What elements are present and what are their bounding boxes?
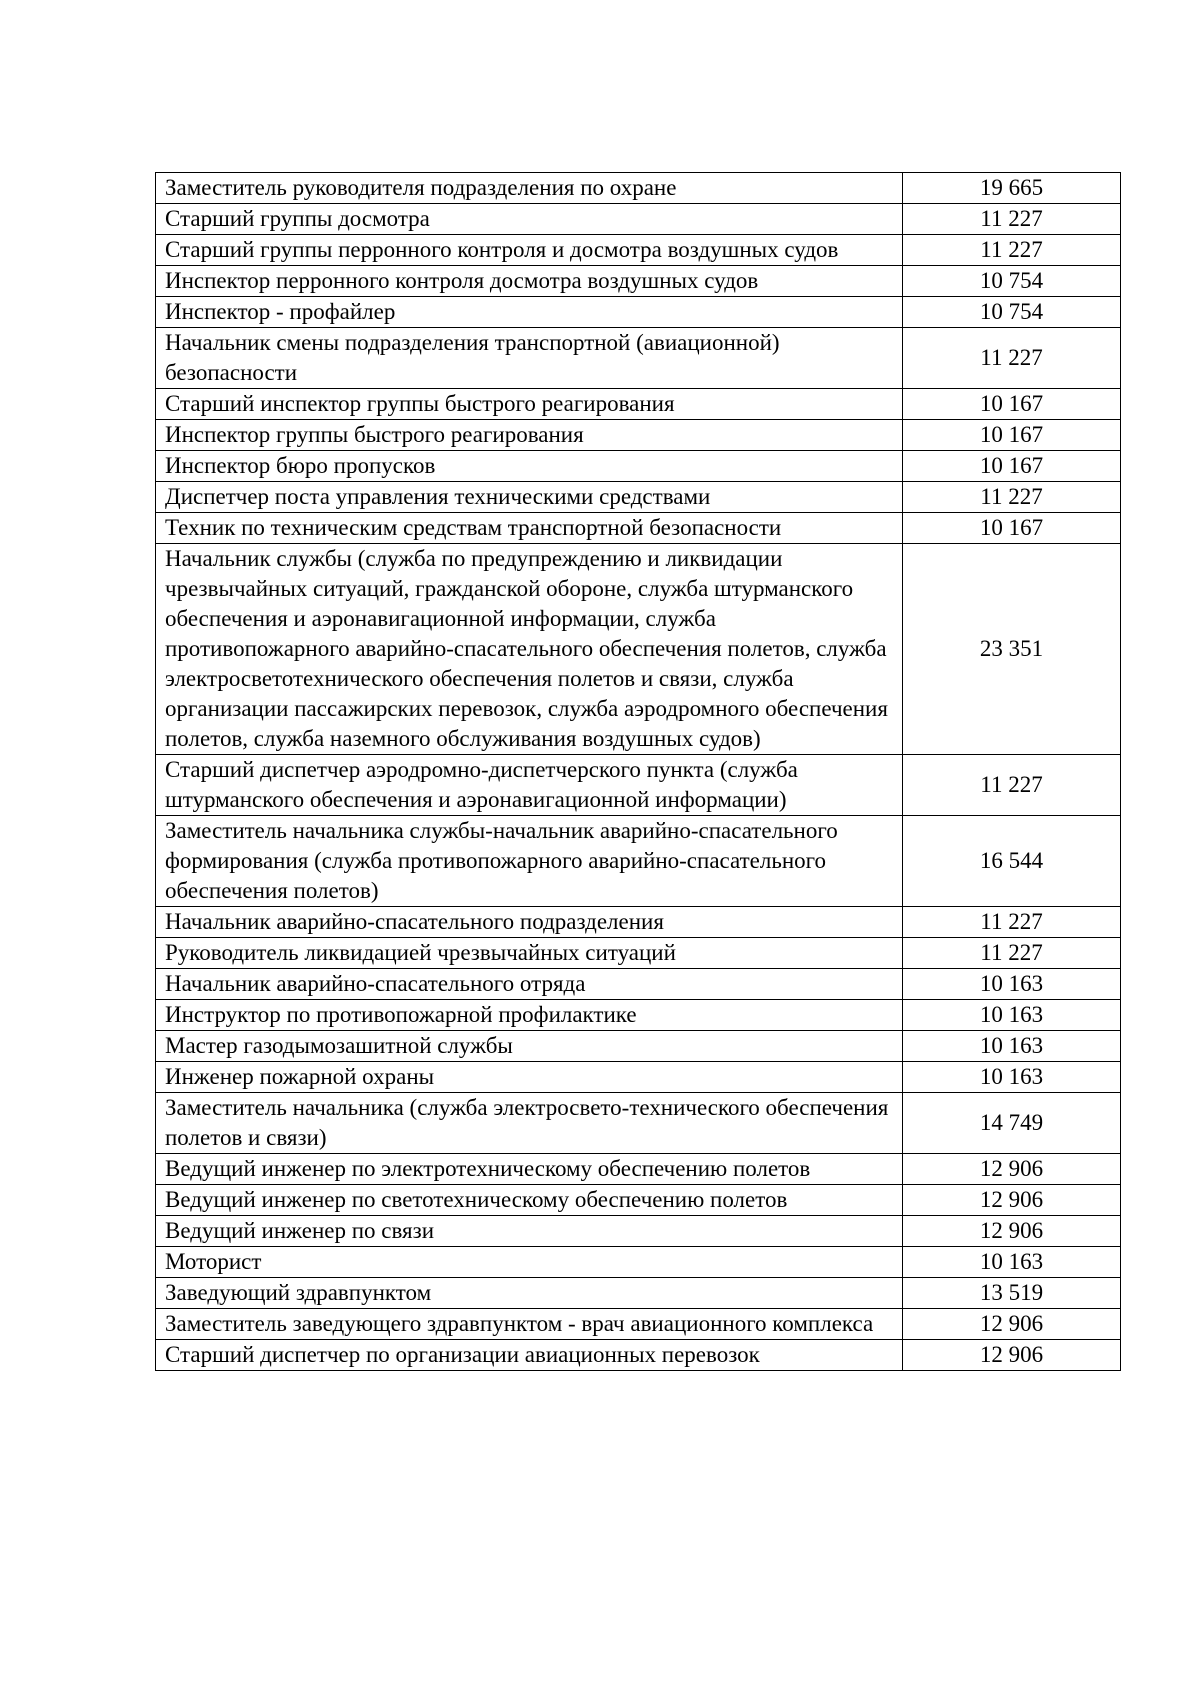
table-row xyxy=(156,907,1121,938)
table-row xyxy=(156,1154,1121,1185)
position-cell: Инспектор бюро пропусков xyxy=(156,451,903,482)
position-cell: Инспектор перронного контроля досмотра воздушных судов xyxy=(156,266,903,297)
position-cell: Старший диспетчер по организации авиационных перевозок xyxy=(156,1340,903,1371)
position-cell: Старший инспектор группы быстрого реагирования xyxy=(156,389,903,420)
position-cell: Инженер пожарной охраны xyxy=(156,1062,903,1093)
position-cell: Ведущий инженер по электротехническому обеспечению полетов xyxy=(156,1154,903,1185)
table-row xyxy=(156,482,1121,513)
salary-table-body xyxy=(156,173,1121,1371)
table-row xyxy=(156,544,1121,755)
amount-cell: 12 906 xyxy=(903,1185,1121,1216)
position-cell: Начальник службы (служба по предупреждению и ликвидации чрезвычайных ситуаций, гражданской обороне, служба штурманского обеспечения и аэронавигационной информации, служба противопожарного аварийно-спасательного обеспечения полетов, служба электросветотехнического обеспечения полетов и связи, служба организации пассажирских перевозок, служба аэродромного обеспечения полетов, служба наземного обслуживания воздушных судов) xyxy=(156,544,903,755)
table-row xyxy=(156,755,1121,816)
table-row xyxy=(156,1309,1121,1340)
position-cell: Инспектор - профайлер xyxy=(156,297,903,328)
position-cell: Начальник аварийно-спасательного отряда xyxy=(156,969,903,1000)
position-cell: Мастер газодымозашитной службы xyxy=(156,1031,903,1062)
amount-cell: 10 167 xyxy=(903,451,1121,482)
amount-cell: 16 544 xyxy=(903,816,1121,907)
position-cell: Техник по техническим средствам транспортной безопасности xyxy=(156,513,903,544)
salary-table xyxy=(155,172,1121,1371)
amount-cell: 11 227 xyxy=(903,907,1121,938)
amount-cell: 14 749 xyxy=(903,1093,1121,1154)
table-row xyxy=(156,389,1121,420)
position-cell: Заместитель начальника службы-начальник аварийно-спасательного формирования (служба противопожарного аварийно-спасательного обеспечения полетов) xyxy=(156,816,903,907)
amount-cell: 11 227 xyxy=(903,235,1121,266)
table-row xyxy=(156,1093,1121,1154)
table-row xyxy=(156,1000,1121,1031)
table-row xyxy=(156,513,1121,544)
position-cell: Моторист xyxy=(156,1247,903,1278)
table-row xyxy=(156,328,1121,389)
table-row xyxy=(156,451,1121,482)
position-cell: Заместитель начальника (служба электросвето-технического обеспечения полетов и связи) xyxy=(156,1093,903,1154)
table-row xyxy=(156,816,1121,907)
position-cell: Старший группы досмотра xyxy=(156,204,903,235)
amount-cell: 12 906 xyxy=(903,1309,1121,1340)
table-row xyxy=(156,420,1121,451)
amount-cell: 10 167 xyxy=(903,389,1121,420)
position-cell: Ведущий инженер по связи xyxy=(156,1216,903,1247)
amount-cell: 11 227 xyxy=(903,482,1121,513)
amount-cell: 11 227 xyxy=(903,328,1121,389)
table-row xyxy=(156,938,1121,969)
amount-cell: 12 906 xyxy=(903,1154,1121,1185)
amount-cell: 10 163 xyxy=(903,1031,1121,1062)
amount-cell: 10 163 xyxy=(903,1000,1121,1031)
table-row xyxy=(156,1216,1121,1247)
table-row xyxy=(156,1247,1121,1278)
amount-cell: 23 351 xyxy=(903,544,1121,755)
amount-cell: 10 163 xyxy=(903,1062,1121,1093)
position-cell: Инспектор группы быстрого реагирования xyxy=(156,420,903,451)
position-cell: Начальник аварийно-спасательного подразделения xyxy=(156,907,903,938)
amount-cell: 10 163 xyxy=(903,1247,1121,1278)
amount-cell: 13 519 xyxy=(903,1278,1121,1309)
amount-cell: 10 167 xyxy=(903,513,1121,544)
position-cell: Заместитель заведующего здравпунктом - врач авиационного комплекса xyxy=(156,1309,903,1340)
position-cell: Заведующий здравпунктом xyxy=(156,1278,903,1309)
position-cell: Диспетчер поста управления техническими средствами xyxy=(156,482,903,513)
amount-cell: 10 754 xyxy=(903,297,1121,328)
table-row xyxy=(156,173,1121,204)
table-row xyxy=(156,969,1121,1000)
amount-cell: 11 227 xyxy=(903,938,1121,969)
table-row xyxy=(156,1031,1121,1062)
position-cell: Старший диспетчер аэродромно-диспетчерского пункта (служба штурманского обеспечения и аэронавигационной информации) xyxy=(156,755,903,816)
amount-cell: 11 227 xyxy=(903,755,1121,816)
table-row xyxy=(156,1185,1121,1216)
position-cell: Руководитель ликвидацией чрезвычайных ситуаций xyxy=(156,938,903,969)
position-cell: Старший группы перронного контроля и досмотра воздушных судов xyxy=(156,235,903,266)
table-row xyxy=(156,1062,1121,1093)
table-row xyxy=(156,204,1121,235)
amount-cell: 10 754 xyxy=(903,266,1121,297)
table-row xyxy=(156,266,1121,297)
position-cell: Инструктор по противопожарной профилактике xyxy=(156,1000,903,1031)
table-row xyxy=(156,297,1121,328)
amount-cell: 10 163 xyxy=(903,969,1121,1000)
amount-cell: 12 906 xyxy=(903,1216,1121,1247)
amount-cell: 11 227 xyxy=(903,204,1121,235)
amount-cell: 10 167 xyxy=(903,420,1121,451)
table-row xyxy=(156,1278,1121,1309)
table-row xyxy=(156,235,1121,266)
position-cell: Ведущий инженер по светотехническому обеспечению полетов xyxy=(156,1185,903,1216)
position-cell: Заместитель руководителя подразделения по охране xyxy=(156,173,903,204)
amount-cell: 19 665 xyxy=(903,173,1121,204)
table-row xyxy=(156,1340,1121,1371)
amount-cell: 12 906 xyxy=(903,1340,1121,1371)
position-cell: Начальник смены подразделения транспортной (авиационной) безопасности xyxy=(156,328,903,389)
